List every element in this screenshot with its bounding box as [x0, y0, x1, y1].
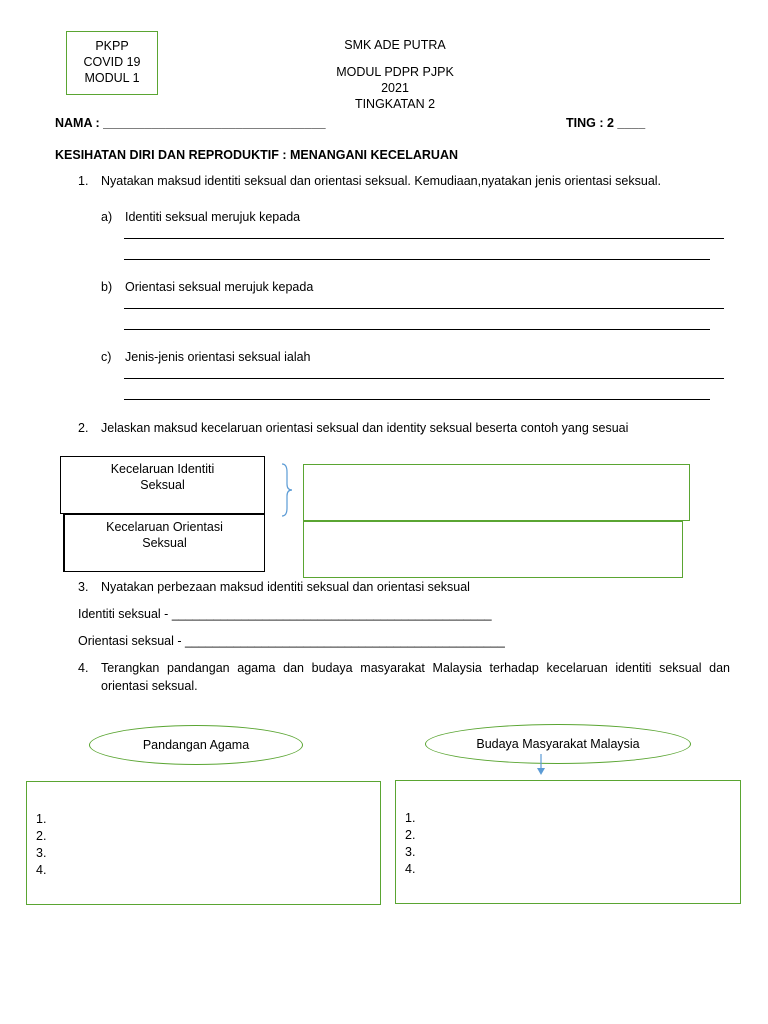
section-title: KESIHATAN DIRI DAN REPRODUKTIF : MENANGANI KECELARUAN: [55, 148, 459, 162]
religion-item-3: 3.: [36, 846, 47, 860]
identity-disorder-label-1: Kecelaruan Identiti: [110, 462, 215, 476]
grade-label: TINGKATAN 2: [354, 97, 436, 111]
identity-disorder-box: [60, 456, 265, 514]
q3-text: Nyatakan perbezaan maksud identiti seksual dan orientasi seksual: [101, 580, 470, 594]
tag-line-2: COVID 19: [83, 55, 141, 69]
q3-number: 3.: [78, 580, 89, 594]
name-field[interactable]: ________________________________: [103, 116, 326, 130]
q1a-answer-line-2[interactable]: [124, 259, 710, 260]
religion-answer-box[interactable]: [26, 781, 381, 905]
q1b-letter: b): [101, 280, 113, 294]
culture-item-4: 4.: [405, 862, 416, 876]
q3-orientation-field[interactable]: ______________________________________________: [185, 634, 505, 648]
module-year: 2021: [381, 81, 409, 95]
religion-view-label: Pandangan Agama: [89, 725, 303, 765]
document-header: [280, 37, 510, 112]
q1a-answer-line-1[interactable]: [124, 238, 724, 239]
identity-disorder-label-2: Seksual: [140, 478, 185, 492]
down-arrow-icon: [535, 754, 547, 776]
q1a-text: Identiti seksual merujuk kepada: [125, 210, 301, 224]
q4-text-line-2: orientasi seksual.: [101, 679, 198, 693]
q3-identity-row: [78, 606, 492, 622]
bracket-connector: [280, 462, 294, 518]
religion-item-1: 1.: [36, 812, 47, 826]
q3-orientation-label: Orientasi seksual -: [78, 634, 182, 648]
q1c-letter: c): [101, 350, 112, 364]
q1c-answer-line-1[interactable]: [124, 378, 724, 379]
class-row: [566, 115, 645, 131]
orientation-disorder-answer-box[interactable]: [303, 521, 683, 578]
culture-item-2: 2.: [405, 828, 416, 842]
q3-orientation-row: [78, 633, 505, 649]
module-tag-box: [66, 31, 158, 95]
name-row: [55, 115, 326, 131]
q3-identity-label: Identiti seksual -: [78, 607, 169, 621]
q1-text: Nyatakan maksud identiti seksual dan orientasi seksual. Kemudiaan,nyatakan jenis orientasi seksual.: [101, 174, 662, 188]
malaysian-culture-label: Budaya Masyarakat Malaysia: [425, 724, 691, 764]
orientation-disorder-label-1: Kecelaruan Orientasi: [106, 520, 223, 534]
class-label: TING : 2: [566, 116, 614, 130]
q4-text-line-1: Terangkan pandangan agama dan budaya masyarakat Malaysia terhadap kecelaruan identiti seksual dan: [101, 661, 730, 675]
culture-item-3: 3.: [405, 845, 416, 859]
q1-number: 1.: [78, 174, 89, 188]
q1b-answer-line-1[interactable]: [124, 308, 724, 309]
q1c-text: Jenis-jenis orientasi seksual ialah: [125, 350, 311, 364]
q2-text: Jelaskan maksud kecelaruan orientasi seksual dan identity seksual beserta contoh yang sesuai: [101, 421, 629, 435]
school-name: SMK ADE PUTRA: [344, 38, 446, 52]
identity-disorder-answer-box[interactable]: [303, 464, 690, 521]
q2-number: 2.: [78, 421, 89, 435]
culture-item-1: 1.: [405, 811, 416, 825]
q3-identity-field[interactable]: ______________________________________________: [171, 607, 492, 621]
q1a-letter: a): [101, 210, 113, 224]
tag-line-3: MODUL 1: [84, 71, 140, 85]
class-field[interactable]: ____: [617, 116, 646, 130]
religion-item-2: 2.: [36, 829, 47, 843]
name-label: NAMA :: [55, 116, 100, 130]
q4-number: 4.: [78, 661, 89, 675]
module-title: MODUL PDPR PJPK: [336, 65, 454, 79]
q1c-answer-line-2[interactable]: [124, 399, 710, 400]
q1b-text: Orientasi seksual merujuk kepada: [125, 280, 314, 294]
q1b-answer-line-2[interactable]: [124, 329, 710, 330]
orientation-disorder-box: [63, 514, 265, 572]
religion-item-4: 4.: [36, 863, 47, 877]
tag-line-1: PKPP: [95, 39, 129, 53]
orientation-disorder-label-2: Seksual: [142, 536, 187, 550]
culture-answer-box[interactable]: [395, 780, 741, 904]
